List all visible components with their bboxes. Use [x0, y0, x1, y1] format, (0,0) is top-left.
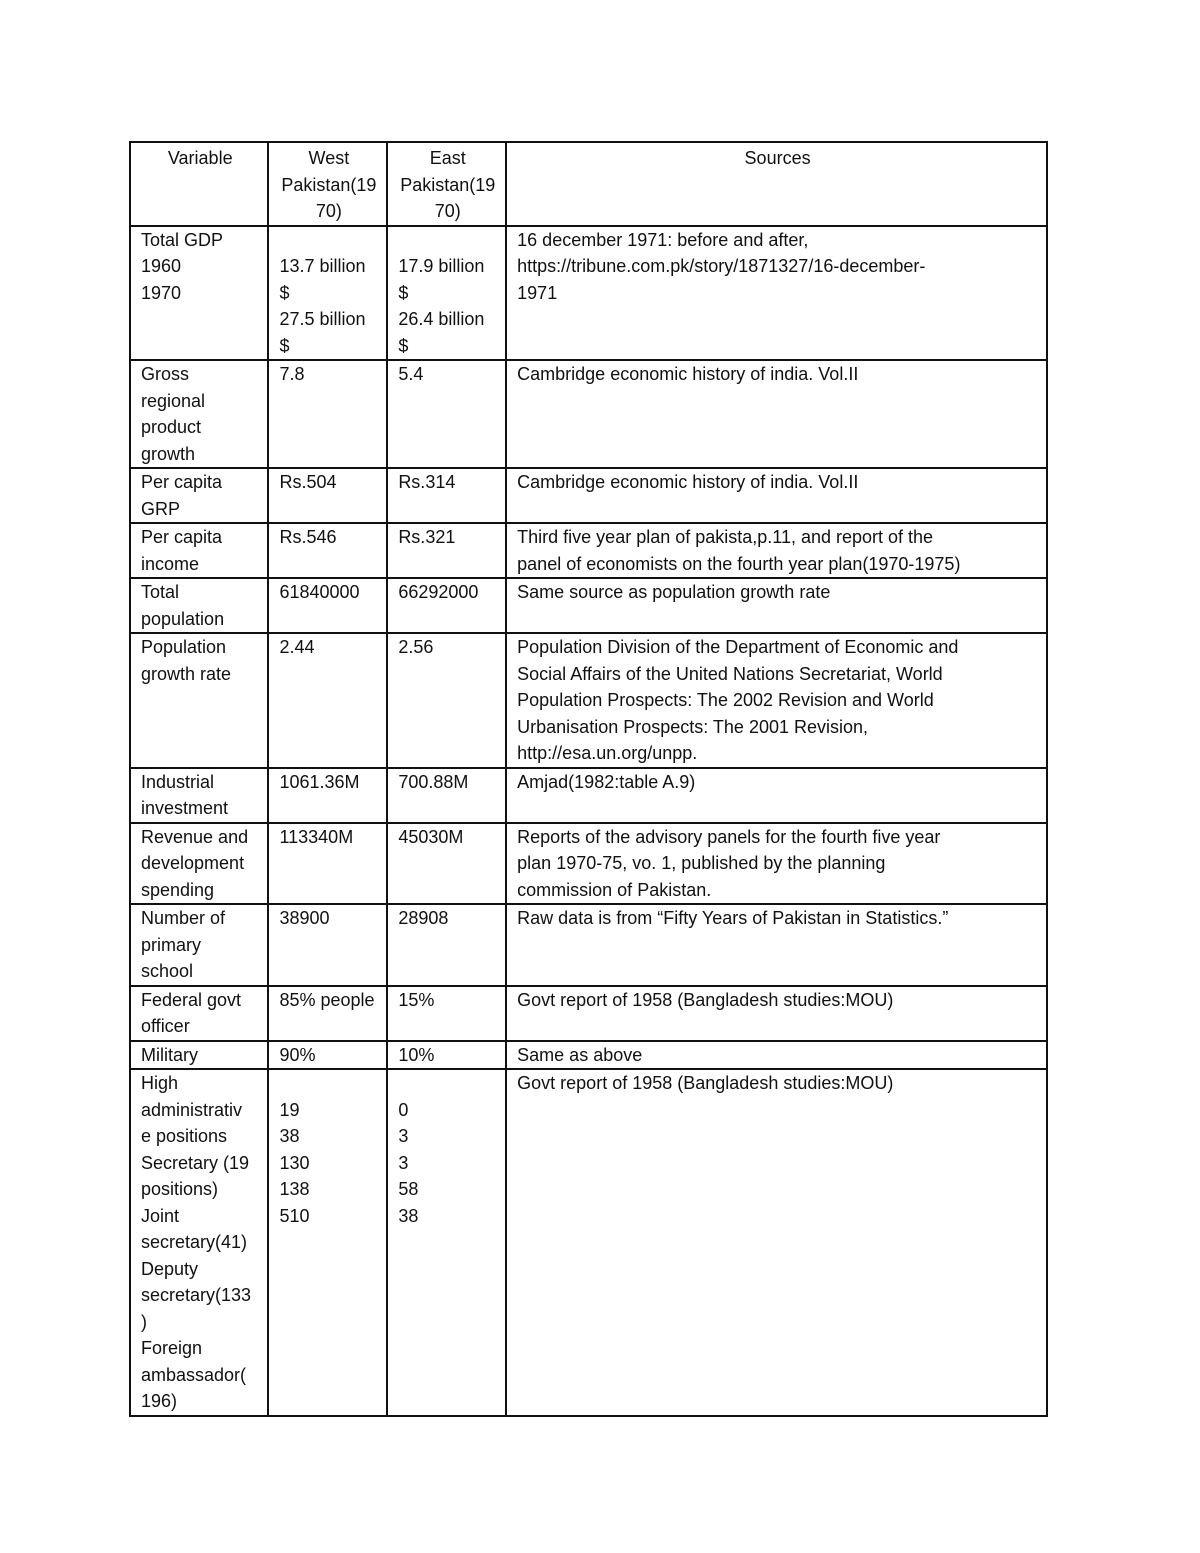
west-value-cell: 113340M: [268, 823, 387, 905]
table-row: [130, 1041, 1047, 1070]
west-value-cell: 61840000: [268, 578, 387, 633]
east-value-cell: 66292000: [387, 578, 506, 633]
comparison-table: [129, 141, 1048, 1417]
west-value-cell: 7.8: [268, 360, 387, 468]
source-cell: Cambridge economic history of india. Vol.II: [506, 360, 1047, 468]
east-value-cell: 2.56: [387, 633, 506, 768]
table-row: [130, 633, 1047, 768]
source-cell: 16 december 1971: before and after, https://tribune.com.pk/story/1871327/16-december- 1971: [506, 226, 1047, 361]
table-row: [130, 986, 1047, 1041]
west-value-cell: 13.7 billion $ 27.5 billion $: [268, 226, 387, 361]
west-value-cell: Rs.504: [268, 468, 387, 523]
table-row: [130, 523, 1047, 578]
variable-cell: Number of primary school: [130, 904, 268, 986]
table-row: [130, 578, 1047, 633]
source-cell: Reports of the advisory panels for the fourth five year plan 1970-75, vo. 1, published by the planning commission of Pakistan.: [506, 823, 1047, 905]
east-value-cell: 45030M: [387, 823, 506, 905]
variable-cell: Military: [130, 1041, 268, 1070]
source-cell: Third five year plan of pakista,p.11, and report of the panel of economists on the fourth year plan(1970-1975): [506, 523, 1047, 578]
west-value-cell: 90%: [268, 1041, 387, 1070]
source-cell: Cambridge economic history of india. Vol.II: [506, 468, 1047, 523]
table-row: [130, 768, 1047, 823]
variable-cell: Federal govt officer: [130, 986, 268, 1041]
variable-cell: High administrativ e positions Secretary (19 positions) Joint secretary(41) Deputy secretary(133 ) Foreign ambassador( 196): [130, 1069, 268, 1416]
variable-cell: Per capita GRP: [130, 468, 268, 523]
west-value-cell: Rs.546: [268, 523, 387, 578]
west-value-cell: 19 38 130 138 510: [268, 1069, 387, 1416]
table-header-row: [130, 142, 1047, 226]
east-value-cell: 15%: [387, 986, 506, 1041]
header-sources: Sources: [506, 142, 1047, 226]
table-row: [130, 904, 1047, 986]
west-value-cell: 2.44: [268, 633, 387, 768]
east-value-cell: Rs.321: [387, 523, 506, 578]
source-cell: Govt report of 1958 (Bangladesh studies:MOU): [506, 1069, 1047, 1416]
source-cell: Same source as population growth rate: [506, 578, 1047, 633]
source-cell: Govt report of 1958 (Bangladesh studies:MOU): [506, 986, 1047, 1041]
variable-cell: Per capita income: [130, 523, 268, 578]
table-row: [130, 226, 1047, 361]
east-value-cell: 28908: [387, 904, 506, 986]
source-cell: Population Division of the Department of Economic and Social Affairs of the United Nations Secretariat, World Population Prospects: The 2002 Revision and World Urbanisation Prospects: The 2001 Revision, http://esa.un.org/unpp.: [506, 633, 1047, 768]
variable-cell: Gross regional product growth: [130, 360, 268, 468]
west-value-cell: 1061.36M: [268, 768, 387, 823]
east-value-cell: 700.88M: [387, 768, 506, 823]
east-value-cell: 17.9 billion $ 26.4 billion $: [387, 226, 506, 361]
table-row: [130, 468, 1047, 523]
east-value-cell: 5.4: [387, 360, 506, 468]
variable-cell: Population growth rate: [130, 633, 268, 768]
variable-cell: Total population: [130, 578, 268, 633]
table-row: [130, 1069, 1047, 1416]
header-west-pakistan: West Pakistan(19 70): [268, 142, 387, 226]
variable-cell: Industrial investment: [130, 768, 268, 823]
east-value-cell: Rs.314: [387, 468, 506, 523]
header-variable: Variable: [130, 142, 268, 226]
source-cell: Raw data is from “Fifty Years of Pakistan in Statistics.”: [506, 904, 1047, 986]
table-row: [130, 360, 1047, 468]
east-value-cell: 0 3 3 58 38: [387, 1069, 506, 1416]
source-cell: Amjad(1982:table A.9): [506, 768, 1047, 823]
variable-cell: Total GDP 1960 1970: [130, 226, 268, 361]
east-value-cell: 10%: [387, 1041, 506, 1070]
variable-cell: Revenue and development spending: [130, 823, 268, 905]
west-value-cell: 85% people: [268, 986, 387, 1041]
source-cell: Same as above: [506, 1041, 1047, 1070]
table-row: [130, 823, 1047, 905]
header-east-pakistan: East Pakistan(19 70): [387, 142, 506, 226]
west-value-cell: 38900: [268, 904, 387, 986]
